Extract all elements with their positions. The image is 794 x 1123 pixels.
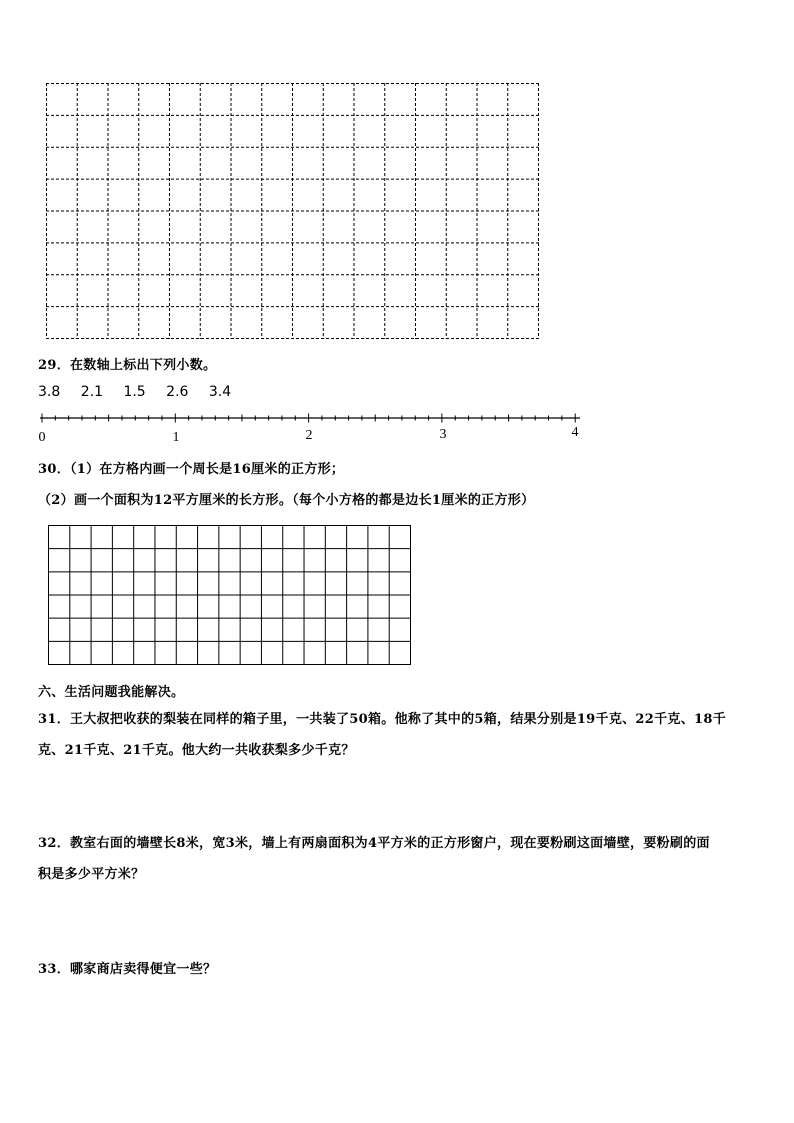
axis-label-4: 4 [571,425,579,440]
question-32-line2: 积是多少平方米？ [38,867,145,882]
decimal-item: 1.5 [123,384,146,400]
decimal-item: 3.8 [38,384,61,400]
question-33-title: 33．哪家商店卖得便宜一些？ [38,962,217,977]
decimal-item: 2.1 [80,384,103,400]
question-32-line1: 32．教室右面的墙壁长8米，宽3米，墙上有两扇面积为4平方米的正方形窗户，现在要粉刷这面墙壁，要粉刷的面 [38,836,710,851]
question-30-part1: 30．（1）在方格内画一个周长是16厘米的正方形； [38,462,345,477]
axis-label-2: 2 [305,428,313,443]
decimal-list [38,384,247,400]
square-grid [48,525,411,665]
axis-label-0: 0 [38,430,46,445]
question-29-title: 29．在数轴上标出下列小数。 [38,358,217,373]
section-6-title: 六、生活问题我能解决。 [38,685,185,700]
number-line [36,410,584,446]
question-30-part2: （2）画一个面积为12平方厘米的长方形。（每个小方格的都是边长1厘米的正方形） [38,493,535,508]
axis-label-1: 1 [172,430,180,445]
decimal-item: 2.6 [166,384,189,400]
axis-label-3: 3 [439,427,447,442]
question-31-line1: 31．王大叔把收获的梨装在同样的箱子里，一共装了50箱。他称了其中的5箱，结果分别是19千克、22千克、18千 [38,712,726,727]
decimal-item: 3.4 [208,384,232,400]
question-31-line2: 克、21千克、21千克。他大约一共收获梨多少千克？ [38,743,355,758]
dashed-grid [46,83,539,339]
